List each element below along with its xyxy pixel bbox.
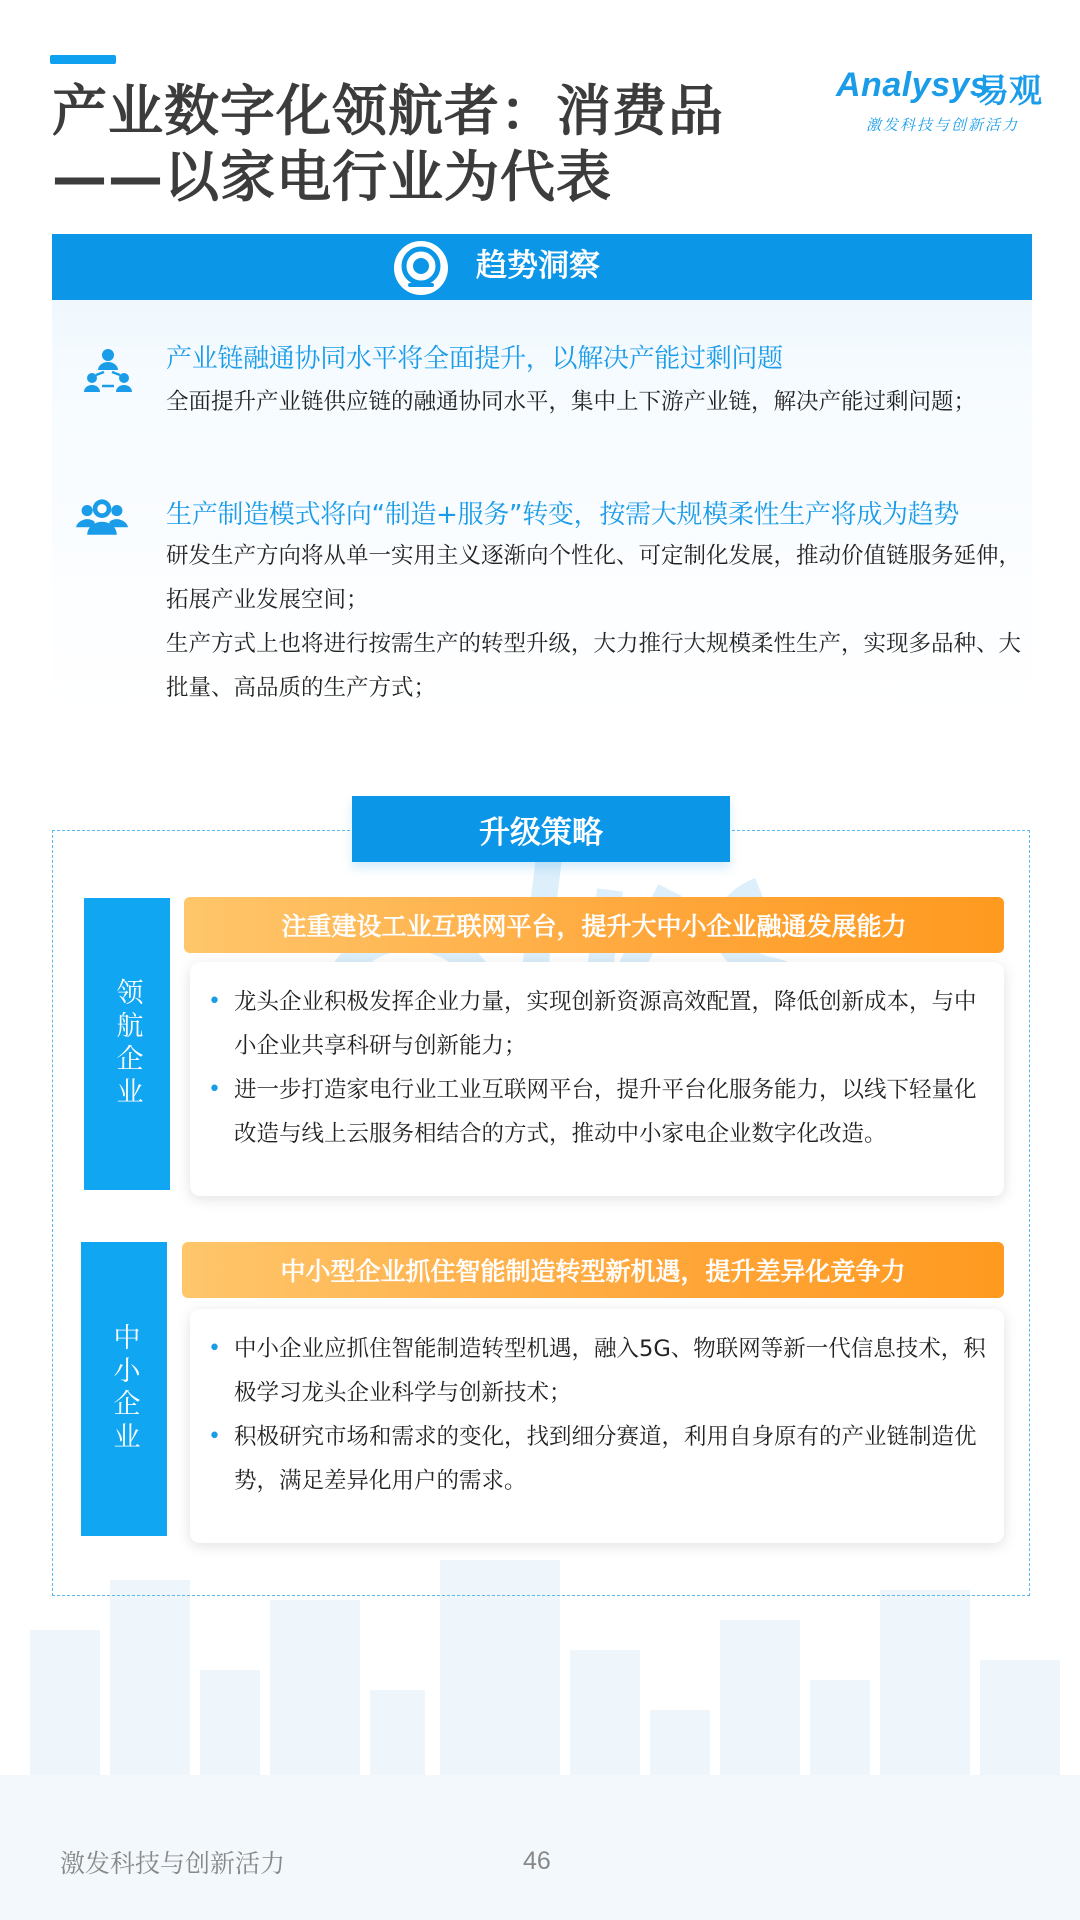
strategy-card bbox=[190, 1309, 1004, 1543]
footer-slogan: 激发科技与创新活力 bbox=[60, 1849, 286, 1878]
title-line-1: 产业数字化领航者：消费品 bbox=[52, 79, 725, 143]
logo-slogan: 激发科技与创新活力 bbox=[866, 116, 1020, 134]
team-icon bbox=[76, 492, 128, 544]
title-line-2: ——以家电行业为代表 bbox=[52, 145, 613, 209]
trend-insight-section bbox=[52, 234, 1032, 714]
trend-item-title: 生产制造模式将向“制造+服务”转变，按需大规模柔性生产将成为趋势 bbox=[166, 500, 960, 530]
strategy-headline: 中小型企业抓住智能制造转型新机遇，提升差异化竞争力 bbox=[182, 1242, 1004, 1298]
strategy-bullet: • 进一步打造家电行业工业互联网平台，提升平台化服务能力，以线下轻量化改造与线上云服务相结合的方式，推动中小家电企业数字化改造。 bbox=[208, 1068, 988, 1156]
strategy-label-sme bbox=[81, 1242, 167, 1536]
strategy-bullet-list bbox=[208, 980, 988, 1156]
strategy-section-title: 升级策略 bbox=[352, 796, 730, 862]
trend-item-text: 研发生产方向将从单一实用主义逐渐向个性化、可定制化发展，推动价值链服务延伸，拓展产业发展空间； bbox=[166, 543, 1022, 613]
page-title bbox=[52, 78, 724, 210]
trend-section-title: 趋势洞察 bbox=[476, 248, 600, 284]
trend-item-title: 产业链融通协同水平将全面提升，以解决产能过剩问题 bbox=[166, 344, 783, 374]
strategy-label-text: 领航企业 bbox=[111, 978, 143, 1110]
page-number: 46 bbox=[523, 1847, 551, 1875]
trend-item-text: 生产方式上也将进行按需生产的转型升级，大力推行大规模柔性生产，实现多品种、大批量、高品质的生产方式； bbox=[166, 631, 1022, 701]
logo-english: Analysys bbox=[836, 66, 990, 104]
logo-chinese: 易观 bbox=[976, 71, 1042, 110]
analysys-logo bbox=[836, 66, 1056, 146]
strategy-bullet: • 中小企业应抓住智能制造转型机遇，融入5G、物联网等新一代信息技术，积极学习龙头企业科学与创新技术； bbox=[208, 1327, 988, 1415]
target-icon bbox=[392, 239, 450, 297]
strategy-bullet: • 积极研究市场和需求的变化，找到细分赛道，利用自身原有的产业链制造优势，满足差异化用户的需求。 bbox=[208, 1415, 988, 1503]
strategy-label-leading-enterprises bbox=[84, 898, 170, 1190]
trend-section-header bbox=[52, 234, 1032, 300]
trend-item-text: 全面提升产业链供应链的融通协同水平，集中上下游产业链，解决产能过剩问题； bbox=[166, 389, 977, 415]
strategy-card bbox=[190, 962, 1004, 1196]
title-accent-bar bbox=[50, 55, 116, 64]
strategy-label-text: 中小企业 bbox=[108, 1323, 140, 1455]
strategy-bullet-list bbox=[208, 1327, 988, 1503]
strategy-headline: 注重建设工业互联网平台，提升大中小企业融通发展能力 bbox=[184, 897, 1004, 953]
strategy-bullet: • 龙头企业积极发挥企业力量，实现创新资源高效配置，降低创新成本，与中小企业共享科研与创新能力； bbox=[208, 980, 988, 1068]
network-people-icon bbox=[82, 346, 134, 398]
